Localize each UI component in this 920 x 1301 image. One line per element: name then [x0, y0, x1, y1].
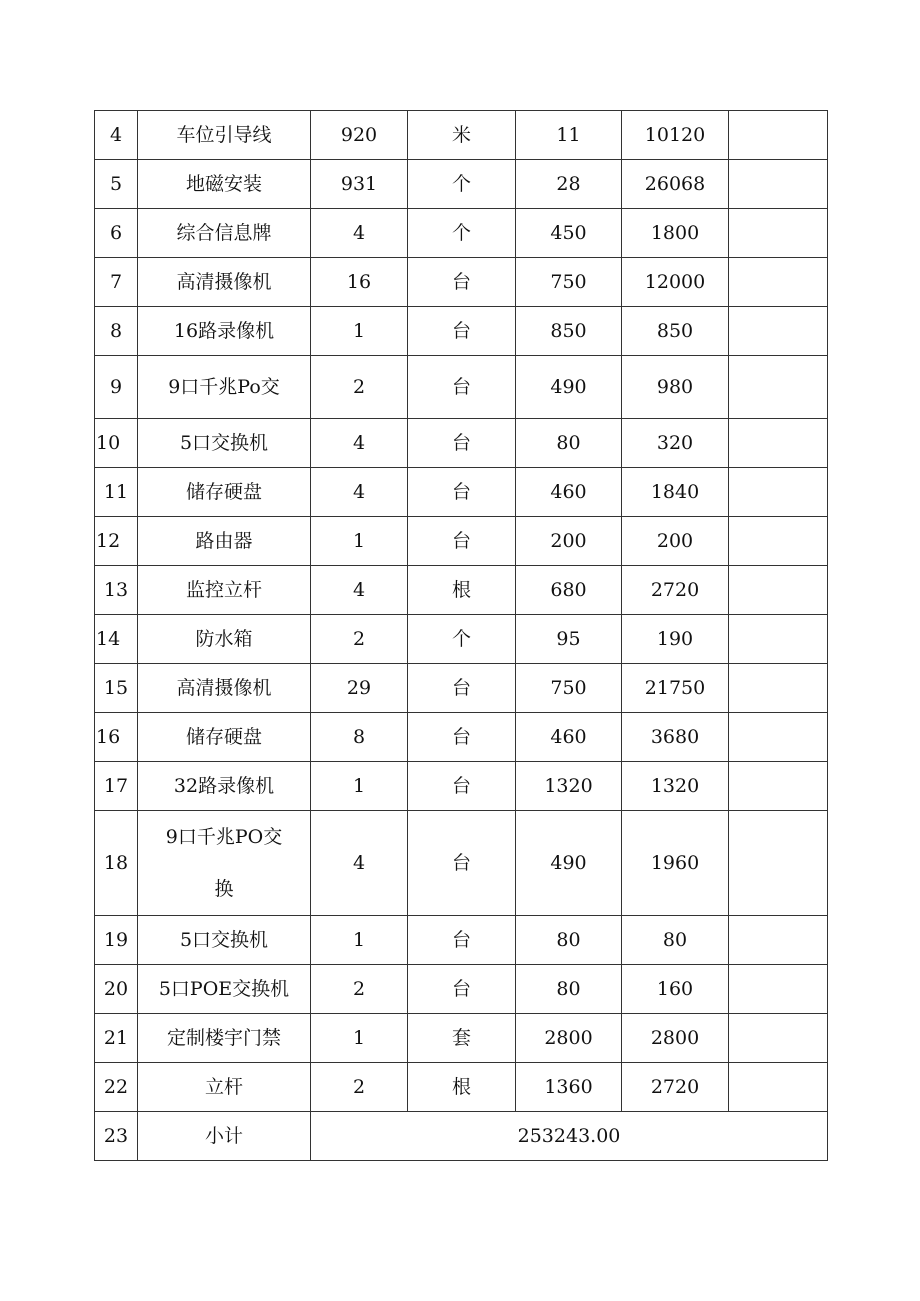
quantity: 920 — [311, 111, 408, 160]
row-number: 8 — [95, 307, 138, 356]
row-number: 15 — [95, 664, 138, 713]
item-name: 地磁安装 — [138, 160, 311, 209]
table-row — [95, 1014, 828, 1063]
item-name: 16路录像机 — [138, 307, 311, 356]
row-number: 18 — [95, 811, 138, 916]
unit-price: 80 — [516, 916, 622, 965]
quantity: 4 — [311, 419, 408, 468]
note — [729, 811, 828, 916]
row-number: 5 — [95, 160, 138, 209]
unit: 米 — [408, 111, 516, 160]
line-total: 10120 — [622, 111, 729, 160]
table-row — [95, 356, 828, 419]
line-total: 320 — [622, 419, 729, 468]
unit-price: 850 — [516, 307, 622, 356]
unit: 根 — [408, 1063, 516, 1112]
item-name: 储存硬盘 — [138, 713, 311, 762]
quantity: 4 — [311, 811, 408, 916]
unit-price: 80 — [516, 419, 622, 468]
quantity: 1 — [311, 762, 408, 811]
unit: 台 — [408, 916, 516, 965]
line-total: 2720 — [622, 1063, 729, 1112]
note — [729, 965, 828, 1014]
unit-price: 1360 — [516, 1063, 622, 1112]
line-total: 850 — [622, 307, 729, 356]
quantity: 4 — [311, 209, 408, 258]
unit-price: 460 — [516, 713, 622, 762]
unit: 台 — [408, 258, 516, 307]
row-number: 20 — [95, 965, 138, 1014]
line-total: 3680 — [622, 713, 729, 762]
unit-price: 1320 — [516, 762, 622, 811]
note — [729, 1063, 828, 1112]
unit: 个 — [408, 160, 516, 209]
table-row — [95, 811, 828, 916]
line-total: 2800 — [622, 1014, 729, 1063]
unit: 台 — [408, 965, 516, 1014]
quantity: 1 — [311, 307, 408, 356]
item-name: 9口千兆Po交 — [138, 356, 311, 419]
unit-price: 200 — [516, 517, 622, 566]
row-number: 19 — [95, 916, 138, 965]
unit-price: 2800 — [516, 1014, 622, 1063]
row-number: 17 — [95, 762, 138, 811]
item-name: 综合信息牌 — [138, 209, 311, 258]
row-number: 4 — [95, 111, 138, 160]
quantity: 8 — [311, 713, 408, 762]
unit-price: 80 — [516, 965, 622, 1014]
unit: 个 — [408, 209, 516, 258]
unit-price: 680 — [516, 566, 622, 615]
note — [729, 566, 828, 615]
item-name: 车位引导线 — [138, 111, 311, 160]
line-total: 26068 — [622, 160, 729, 209]
unit-price: 750 — [516, 664, 622, 713]
line-total: 1960 — [622, 811, 729, 916]
table-row — [95, 713, 828, 762]
row-number: 23 — [95, 1112, 138, 1161]
item-name — [138, 811, 311, 916]
row-number: 7 — [95, 258, 138, 307]
row-number: 9 — [95, 356, 138, 419]
quantity: 16 — [311, 258, 408, 307]
subtotal-label: 小计 — [138, 1112, 311, 1161]
row-number: 11 — [95, 468, 138, 517]
table-row — [95, 762, 828, 811]
line-total: 980 — [622, 356, 729, 419]
line-total: 1800 — [622, 209, 729, 258]
item-name: 防水箱 — [138, 615, 311, 664]
item-name: 监控立杆 — [138, 566, 311, 615]
row-number: 16 — [95, 713, 138, 762]
row-number: 21 — [95, 1014, 138, 1063]
item-name: 定制楼宇门禁 — [138, 1014, 311, 1063]
unit: 台 — [408, 307, 516, 356]
table-row — [95, 916, 828, 965]
line-total: 200 — [622, 517, 729, 566]
row-number: 14 — [95, 615, 138, 664]
note — [729, 916, 828, 965]
unit-price: 750 — [516, 258, 622, 307]
quantity: 4 — [311, 566, 408, 615]
line-total: 2720 — [622, 566, 729, 615]
unit: 台 — [408, 419, 516, 468]
table-row — [95, 615, 828, 664]
note — [729, 664, 828, 713]
quantity: 2 — [311, 965, 408, 1014]
unit: 台 — [408, 762, 516, 811]
unit: 套 — [408, 1014, 516, 1063]
unit: 台 — [408, 468, 516, 517]
quantity: 4 — [311, 468, 408, 517]
unit-price: 95 — [516, 615, 622, 664]
line-total: 190 — [622, 615, 729, 664]
table-row — [95, 517, 828, 566]
table-row — [95, 664, 828, 713]
unit: 台 — [408, 664, 516, 713]
quantity: 1 — [311, 517, 408, 566]
table-row — [95, 566, 828, 615]
row-number: 22 — [95, 1063, 138, 1112]
note — [729, 209, 828, 258]
unit-price: 11 — [516, 111, 622, 160]
line-total: 1320 — [622, 762, 729, 811]
line-total: 80 — [622, 916, 729, 965]
table-row — [95, 1063, 828, 1112]
subtotal-value: 253243.00 — [311, 1112, 828, 1161]
note — [729, 258, 828, 307]
note — [729, 762, 828, 811]
row-number: 10 — [95, 419, 138, 468]
line-total: 12000 — [622, 258, 729, 307]
row-number: 13 — [95, 566, 138, 615]
unit: 台 — [408, 517, 516, 566]
item-name: 高清摄像机 — [138, 258, 311, 307]
table-row — [95, 258, 828, 307]
unit: 台 — [408, 356, 516, 419]
note — [729, 419, 828, 468]
note — [729, 356, 828, 419]
quantity: 2 — [311, 1063, 408, 1112]
row-number: 12 — [95, 517, 138, 566]
unit-price: 28 — [516, 160, 622, 209]
table-row — [95, 209, 828, 258]
unit: 台 — [408, 811, 516, 916]
item-name: 32路录像机 — [138, 762, 311, 811]
item-name-text: 9口千兆PO交换 — [165, 826, 283, 900]
item-name: 5口交换机 — [138, 916, 311, 965]
note — [729, 160, 828, 209]
line-total: 1840 — [622, 468, 729, 517]
quantity: 29 — [311, 664, 408, 713]
row-number: 6 — [95, 209, 138, 258]
unit-price: 450 — [516, 209, 622, 258]
item-name: 路由器 — [138, 517, 311, 566]
note — [729, 713, 828, 762]
quantity: 931 — [311, 160, 408, 209]
item-name: 5口交换机 — [138, 419, 311, 468]
line-total: 21750 — [622, 664, 729, 713]
cost-table — [94, 110, 828, 1161]
quantity: 1 — [311, 916, 408, 965]
unit-price: 490 — [516, 356, 622, 419]
item-name: 5口POE交换机 — [138, 965, 311, 1014]
unit-price: 460 — [516, 468, 622, 517]
note — [729, 517, 828, 566]
unit-price: 490 — [516, 811, 622, 916]
unit: 台 — [408, 713, 516, 762]
unit: 根 — [408, 566, 516, 615]
quantity: 2 — [311, 615, 408, 664]
line-total: 160 — [622, 965, 729, 1014]
table-row — [95, 111, 828, 160]
note — [729, 307, 828, 356]
table-row — [95, 160, 828, 209]
quantity: 1 — [311, 1014, 408, 1063]
note — [729, 615, 828, 664]
item-name: 高清摄像机 — [138, 664, 311, 713]
note — [729, 111, 828, 160]
item-name: 立杆 — [138, 1063, 311, 1112]
table-row — [95, 468, 828, 517]
table-row — [95, 419, 828, 468]
note — [729, 468, 828, 517]
table-row — [95, 965, 828, 1014]
quantity: 2 — [311, 356, 408, 419]
item-name: 储存硬盘 — [138, 468, 311, 517]
table-row — [95, 307, 828, 356]
note — [729, 1014, 828, 1063]
unit: 个 — [408, 615, 516, 664]
subtotal-row — [95, 1112, 828, 1161]
